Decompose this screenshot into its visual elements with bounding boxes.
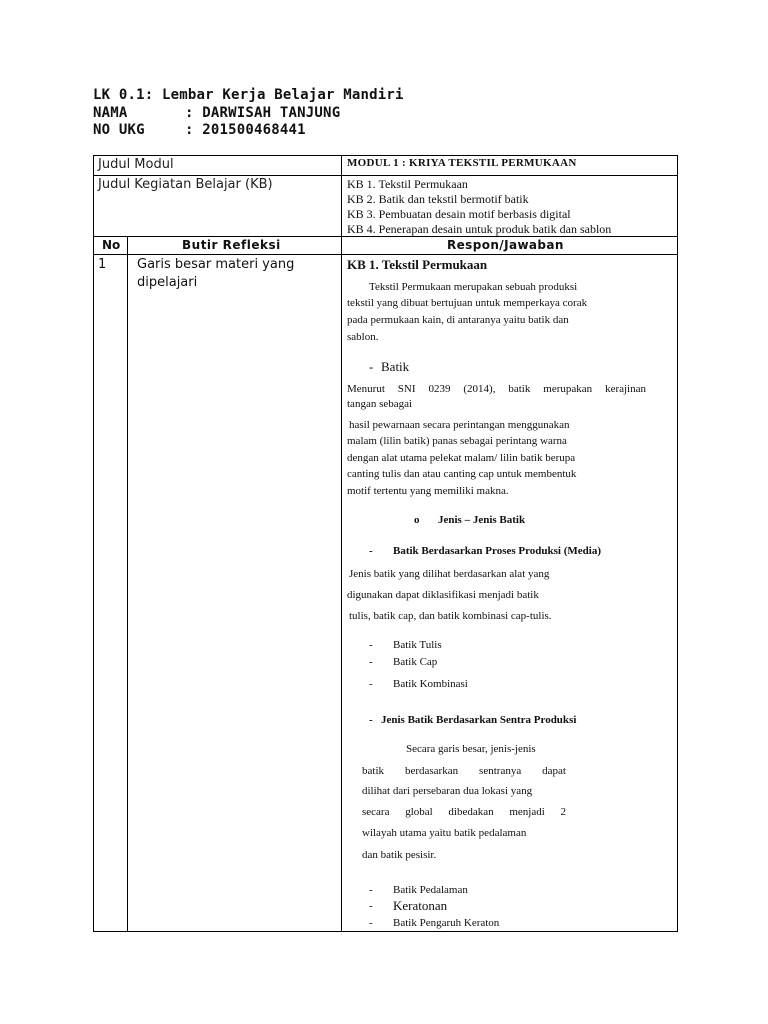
name-label: NAMA (93, 105, 128, 121)
list-item: Batik Pengaruh Keraton (393, 917, 500, 929)
sentra-text: dan batik pesisir. (362, 849, 437, 861)
butir-refleksi-text: Garis besar materi yang (137, 257, 295, 272)
list-item: Batik Kombinasi (393, 678, 468, 690)
list-item: Batik Cap (393, 656, 438, 668)
col-header-no: No (102, 238, 121, 252)
sentra-dash: - (369, 714, 373, 726)
sentra-text: Secara garis besar, jenis-jenis (406, 743, 536, 755)
butir-refleksi-text: dipelajari (137, 275, 198, 290)
kb-item: KB 3. Pembuatan desain motif berbasis digital (347, 207, 571, 221)
list-dash: - (369, 917, 373, 929)
intro-text: pada permukaan kain, di antaranya yaitu batik dan (347, 314, 569, 326)
list-item: Keratonan (393, 898, 448, 913)
sentra-text: wilayah utama yaitu batik pedalaman (362, 827, 527, 839)
col-header-butir: Butir Refleksi (182, 238, 281, 252)
hasil-text: hasil pewarnaan secara perintangan menggunakan (349, 419, 570, 431)
sentra-text: batik berdasarkan sentranya dapat (362, 765, 566, 777)
judul-modul-label: Judul Modul (98, 157, 174, 172)
list-item: Batik Tulis (393, 639, 442, 651)
proses-text: tulis, batik cap, dan batik kombinasi cap-tulis. (349, 610, 552, 622)
judul-kb-label: Judul Kegiatan Belajar (KB) (98, 177, 273, 192)
jenis-heading: Jenis – Jenis Batik (438, 514, 526, 526)
sentra-text: secara global dibedakan menjadi 2 (362, 806, 566, 818)
sentra-heading: Jenis Batik Berdasarkan Sentra Produksi (381, 714, 577, 726)
list-item: Batik Pedalaman (393, 884, 468, 896)
ukg-label: NO UKG (93, 122, 145, 138)
proses-heading: Batik Berdasarkan Proses Produksi (Media) (393, 545, 601, 557)
list-dash: - (369, 884, 373, 896)
sentra-text: dilihat dari persebaran dua lokasi yang (362, 785, 533, 797)
kb-item: KB 1. Tekstil Permukaan (347, 177, 468, 191)
jenis-bullet: o (414, 514, 420, 526)
intro-text: sablon. (347, 331, 379, 343)
proses-dash: - (369, 545, 373, 557)
proses-text: digunakan dapat diklasifikasi menjadi batik (347, 589, 539, 601)
list-dash: - (369, 656, 373, 668)
kb-item: KB 2. Batik dan tekstil bermotif batik (347, 192, 529, 206)
kb1-heading: KB 1. Tekstil Permukaan (347, 257, 488, 272)
batik-heading: Batik (381, 359, 410, 374)
kb-item: KB 4. Penerapan desain untuk produk batik dan sablon (347, 222, 612, 236)
worksheet-title: LK 0.1: Lembar Kerja Belajar Mandiri (93, 87, 404, 103)
row-number: 1 (98, 257, 107, 272)
intro-text: tekstil yang dibuat bertujuan untuk memperkaya corak (347, 297, 588, 309)
proses-text: Jenis batik yang dilihat berdasarkan alat yang (349, 568, 550, 580)
ukg-value: : 201500468441 (185, 122, 306, 138)
menurut-text: tangan sebagai (347, 398, 413, 410)
list-dash: - (369, 678, 373, 690)
intro-text: Tekstil Permukaan merupakan sebuah produksi (369, 281, 578, 293)
batik-dash: - (369, 359, 374, 374)
name-value: : DARWISAH TANJUNG (185, 105, 341, 121)
hasil-text: dengan alat utama pelekat malam/ lilin batik berupa (347, 452, 576, 464)
list-dash: - (369, 900, 373, 912)
menurut-text: Menurut SNI 0239 (2014), batik merupakan kerajinan (347, 383, 646, 395)
hasil-text: motif tertentu yang memiliki makna. (347, 485, 509, 497)
judul-modul-value: MODUL 1 : KRIYA TEKSTIL PERMUKAAN (347, 157, 577, 169)
col-header-respon: Respon/Jawaban (447, 238, 564, 252)
list-dash: - (369, 639, 373, 651)
hasil-text: canting tulis dan atau canting cap untuk membentuk (347, 468, 577, 480)
hasil-text: malam (lilin batik) panas sebagai perintang warna (347, 435, 567, 447)
